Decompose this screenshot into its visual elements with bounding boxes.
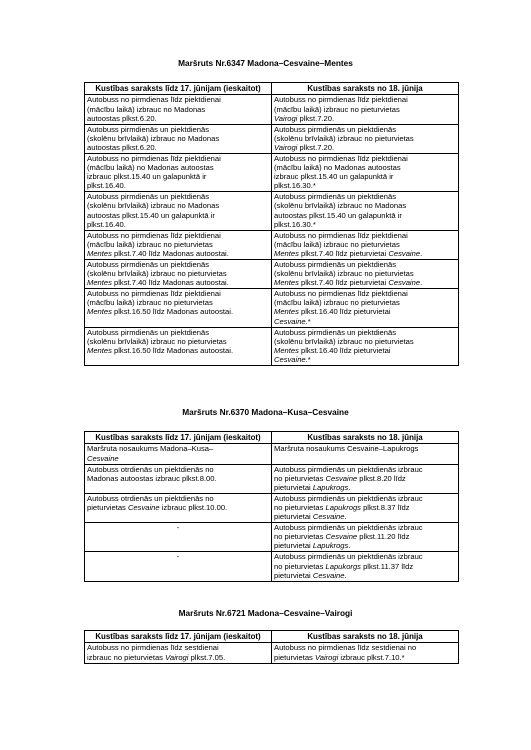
old-schedule-cell: Autobuss no pirmdienas līdz piektdienai (mācību laikā) izbrauc no Madonas autoostas plkst.6.20.: [85, 95, 272, 124]
table-header-row: [85, 83, 459, 95]
old-schedule-cell: Autobuss pirmdienās un piektdienās (skolēnu brīvlaikā) izbrauc no pieturvietas Mentes plkst.7.40 līdz Madonas autoostai.: [85, 260, 272, 289]
old-schedule-cell: Autobuss no pirmdienas līdz piektdienai (mācību laikā) izbrauc no pieturvietas Mentes plkst.16.50 līdz Madonas autoostai.: [85, 289, 272, 327]
old-schedule-cell: Autobuss pirmdienās un piektdienās (skolēnu brīvlaikā) izbrauc no Madonas autoostas plkst.6.20.: [85, 124, 272, 153]
old-schedule-cell: Maršruta nosaukums Madona–Kusa– Cesvaine: [85, 444, 272, 464]
table-header-row: [85, 432, 459, 444]
table-header-row: [85, 631, 459, 643]
table-row: [85, 444, 459, 464]
new-schedule-cell: Autobuss pirmdienās un piektdienās izbrauc no pieturvietas Lapukorgs plkst.11.37 līdz pieturvietai Cesvaine.: [272, 552, 459, 581]
empty-old-schedule-cell: -: [85, 552, 272, 581]
new-schedule-cell: Maršruta nosaukums Cesvaine–Lapukrogs: [272, 444, 459, 464]
route-6370-table: [84, 431, 459, 582]
table-row: [85, 327, 459, 365]
route-6347-table: [84, 82, 459, 366]
header-until-june-17: Kustības saraksts līdz 17. jūnijam (ieskaitot): [85, 631, 272, 643]
route-6370-title: Maršruts Nr.6370 Madona–Kusa–Cesvaine: [182, 407, 349, 417]
new-schedule-cell: Autobuss no pirmdienas līdz piektdienai (mācību laikā) izbrauc no pieturvietas Mentes plkst.16.40 līdz pieturvietai Cesvaine.*: [272, 289, 459, 327]
route-6721-table: [84, 630, 459, 664]
old-schedule-cell: Autobuss no pirmdienas līdz piektdienai (mācību laikā) no Madonas autoostas izbrauc plkst.15.40 un galapunktā ir plkst.16.40.: [85, 153, 272, 191]
old-schedule-cell: Autobuss otrdienās un piektdienās no Madonas autoostas izbrauc plkst.8.00.: [85, 464, 272, 493]
table-row: [85, 260, 459, 289]
new-schedule-cell: Autobuss no pirmdienas līdz piektdienai (mācību laikā) izbrauc no pieturvietas Mentes plkst.7.40 līdz pieturvietai Cesvaine.: [272, 230, 459, 259]
header-until-june-17: Kustības saraksts līdz 17. jūnijam (ieskaitot): [85, 432, 272, 444]
table-row: [85, 464, 459, 493]
new-schedule-cell: Autobuss pirmdienās un piektdienās izbrauc no pieturvietas Cesvaine plkst.8.20 līdz pieturvietai Lapukrogs.: [272, 464, 459, 493]
old-schedule-cell: Autobuss no pirmdienas līdz piektdienai (mācību laikā) izbrauc no pieturvietas Mentes plkst.7.40 līdz Madonas autoostai.: [85, 230, 272, 259]
table-row: [85, 230, 459, 259]
table-row: [85, 192, 459, 230]
old-schedule-cell: Autobuss no pirmdienas līdz sestdienai izbrauc no pieturvietas Vairogi plkst.7.05.: [85, 643, 272, 663]
new-schedule-cell: Autobuss pirmdienās un piektdienās (skolēnu brīvlaikā) izbrauc no pieturvietas Vairogi plkst.7.20.: [272, 124, 459, 153]
table-row: [85, 95, 459, 124]
table-row: [85, 289, 459, 327]
table-row: [85, 552, 459, 581]
table-row: [85, 153, 459, 191]
new-schedule-cell: Autobuss pirmdienās un piektdienās izbrauc no pieturvietas Lapukrogs plkst.8.37 līdz pieturvietai Cesvaine.: [272, 493, 459, 522]
table-row: [85, 493, 459, 522]
route-6347-title: Maršruts Nr.6347 Madona–Cesvaine–Mentes: [178, 58, 353, 68]
old-schedule-cell: Autobuss pirmdienās un piektdienās (skolēnu brīvlaikā) izbrauc no pieturvietas Mentes plkst.16.50 līdz Madonas autoostai.: [85, 327, 272, 365]
new-schedule-cell: Autobuss no pirmdienas līdz piektdienai (mācību laikā) izbrauc no pieturvietas Vairogi plkst.7.20.: [272, 95, 459, 124]
header-from-june-18: Kustības saraksts no 18. jūnija: [272, 83, 459, 95]
table-row: [85, 124, 459, 153]
old-schedule-cell: Autobuss otrdienās un piektdienās no pieturvietas Cesvaine izbrauc plkst.10.00.: [85, 493, 272, 522]
new-schedule-cell: Autobuss pirmdienās un piektdienās (skolēnu brīvlaikā) izbrauc no pieturvietas Mentes plkst.16.40 līdz pieturvietai Cesvaine.*: [272, 327, 459, 365]
new-schedule-cell: Autobuss pirmdienās un piektdienās (skolēnu brīvlaikā) izbrauc no pieturvietas Mentes plkst.7.40 līdz pieturvietai Cesvaine.: [272, 260, 459, 289]
header-from-june-18: Kustības saraksts no 18. jūnija: [272, 432, 459, 444]
header-from-june-18: Kustības saraksts no 18. jūnija: [272, 631, 459, 643]
table-row: [85, 643, 459, 663]
header-until-june-17: Kustības saraksts līdz 17. jūnijam (ieskaitot): [85, 83, 272, 95]
route-6721-title: Maršruts Nr.6721 Madona–Cesvaine–Vairogi: [178, 608, 353, 618]
table-row: [85, 523, 459, 552]
new-schedule-cell: Autobuss no pirmdienas līdz sestdienai no pieturvietas Vairogi izbrauc plkst.7.10.*: [272, 643, 459, 663]
new-schedule-cell: Autobuss pirmdienās un piektdienās izbrauc no pieturvietas Cesvaine plkst.11.20 līdz pieturvietai Lapukrogs.: [272, 523, 459, 552]
empty-old-schedule-cell: -: [85, 523, 272, 552]
new-schedule-cell: Autobuss no pirmdienas līdz piektdienai (mācību laikā) no Madonas autoostas izbrauc plkst.15.40 un galapunktā ir plkst.16.30.*: [272, 153, 459, 191]
old-schedule-cell: Autobuss pirmdienās un piektdienās (skolēnu brīvlaikā) izbrauc no Madonas autoostas plkst.15.40 un galapunktā ir plkst.16.40.: [85, 192, 272, 230]
new-schedule-cell: Autobuss pirmdienās un piektdienās (skolēnu brīvlaikā) izbrauc no Madonas autoostas plkst.15.40 un galapunktā ir plkst.16.30.*: [272, 192, 459, 230]
